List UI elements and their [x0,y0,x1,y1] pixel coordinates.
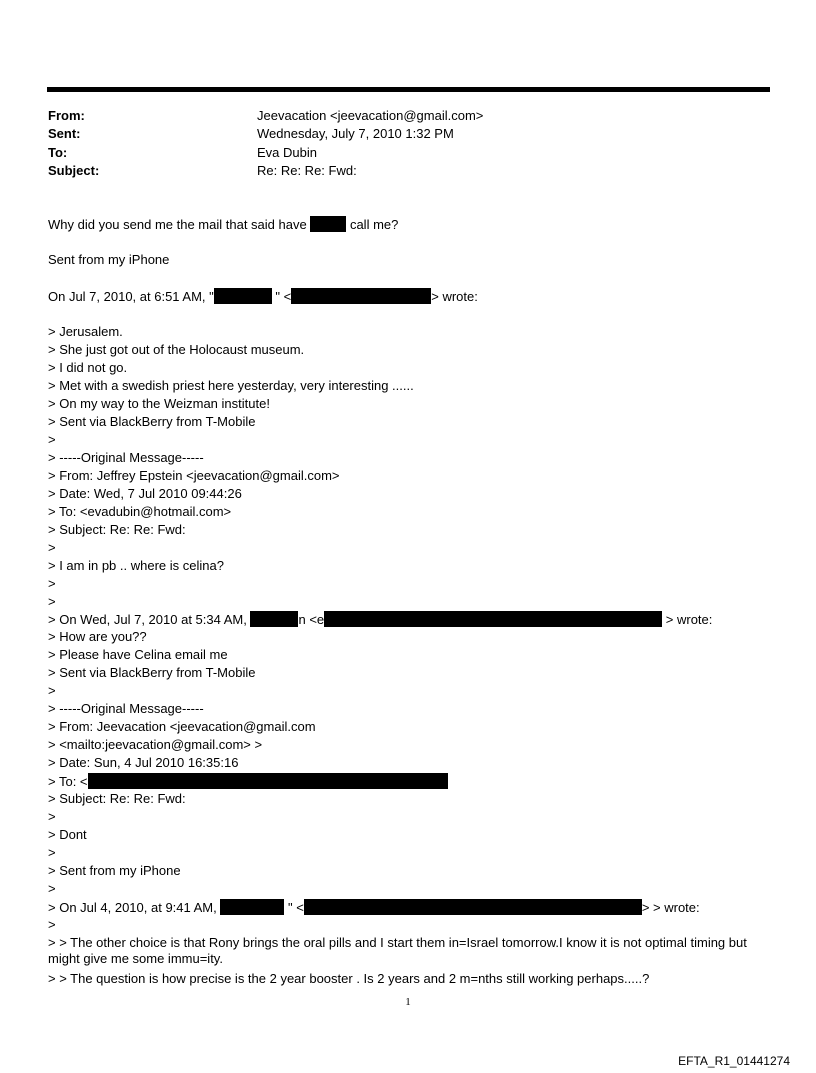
quoted-line: > From: Jeffrey Epstein <jeevacation@gmail.com> [48,468,340,483]
header-rule [47,87,770,92]
body-line [48,288,478,305]
redaction-box [324,611,662,627]
sent-label: Sent: [48,126,81,141]
subject-value: Re: Re: Re: Fwd: [257,163,357,178]
quoted-line: > How are you?? [48,629,147,644]
body-text: call me? [349,217,399,232]
quoted-line: > [48,683,56,698]
quoted-line: > Met with a swedish priest here yesterday, very interesting ...... [48,378,414,393]
body-text: > On Wed, Jul 7, 2010 at 5:34 AM, [48,612,247,627]
redaction-box [304,899,642,915]
body-line [48,216,398,233]
redaction-box [214,288,272,304]
body-text: On Jul 7, 2010, at 6:51 AM, " [48,289,214,304]
from-value: Jeevacation <jeevacation@gmail.com> [257,108,484,123]
redaction-box [220,899,284,915]
quoted-line: > [48,809,56,824]
quoted-line: > Subject: Re: Re: Fwd: [48,791,186,806]
quoted-line: > > The question is how precise is the 2 year booster . Is 2 years and 2 m=nths still working perhaps.....? [48,971,650,986]
body-text: > wrote: [665,612,713,627]
body-text: " < [288,900,304,915]
quoted-line [48,611,712,628]
redaction-box [291,288,431,304]
quoted-line [48,899,700,916]
quoted-line: > [48,432,56,447]
quoted-line: > Sent via BlackBerry from T-Mobile [48,665,256,680]
quoted-line: > She just got out of the Holocaust museum. [48,342,305,357]
quoted-line: > [48,881,56,896]
quoted-line: > [48,576,56,591]
quoted-line: > I did not go. [48,360,128,375]
body-text: > On Jul 4, 2010, at 9:41 AM, [48,900,217,915]
body-text: n <e [298,612,325,627]
redaction-box [250,611,298,627]
quoted-line: > Date: Wed, 7 Jul 2010 09:44:26 [48,486,242,501]
body-text: > > wrote: [641,900,700,915]
quoted-line: > Sent from my iPhone [48,863,181,878]
quoted-line: > <mailto:jeevacation@gmail.com> > [48,737,263,752]
quoted-line: > -----Original Message----- [48,701,204,716]
document-id: EFTA_R1_01441274 [678,1054,790,1068]
sent-value: Wednesday, July 7, 2010 1:32 PM [257,126,454,141]
quoted-line: > Date: Sun, 4 Jul 2010 16:35:16 [48,755,239,770]
from-label: From: [48,108,85,123]
quoted-line [48,773,448,790]
redaction-box [310,216,346,232]
quoted-line: > [48,845,56,860]
quoted-line: > Subject: Re: Re: Fwd: [48,522,186,537]
quoted-line: > [48,540,56,555]
quoted-line: > -----Original Message----- [48,450,204,465]
quoted-line: > Dont [48,827,87,842]
to-label: To: [48,145,68,160]
quoted-line: > Please have Celina email me [48,647,228,662]
body-text: Why did you send me the mail that said have [48,217,307,232]
redaction-box [88,773,448,789]
quoted-line: > To: <evadubin@hotmail.com> [48,504,232,519]
page-number: 1 [405,996,411,1008]
quoted-line: > Sent via BlackBerry from T-Mobile [48,414,256,429]
body-text: > wrote: [431,289,478,304]
subject-label: Subject: [48,163,100,178]
body-text: " < [275,289,292,304]
body-text: > To: < [48,774,88,789]
quoted-line: > On my way to the Weizman institute! [48,396,270,411]
body-line: Sent from my iPhone [48,252,170,267]
quoted-line: > Jerusalem. [48,324,123,339]
quoted-line: > [48,594,56,609]
to-value: Eva Dubin [257,145,317,160]
quoted-line: > From: Jeevacation <jeevacation@gmail.com [48,719,316,734]
quoted-line: > [48,917,56,932]
quoted-line: > > The other choice is that Rony brings the oral pills and I start them in=Israel tomorrow.I know it is not optimal timing but might give me some immu=ity. [48,935,747,966]
quoted-line: > I am in pb .. where is celina? [48,558,224,573]
